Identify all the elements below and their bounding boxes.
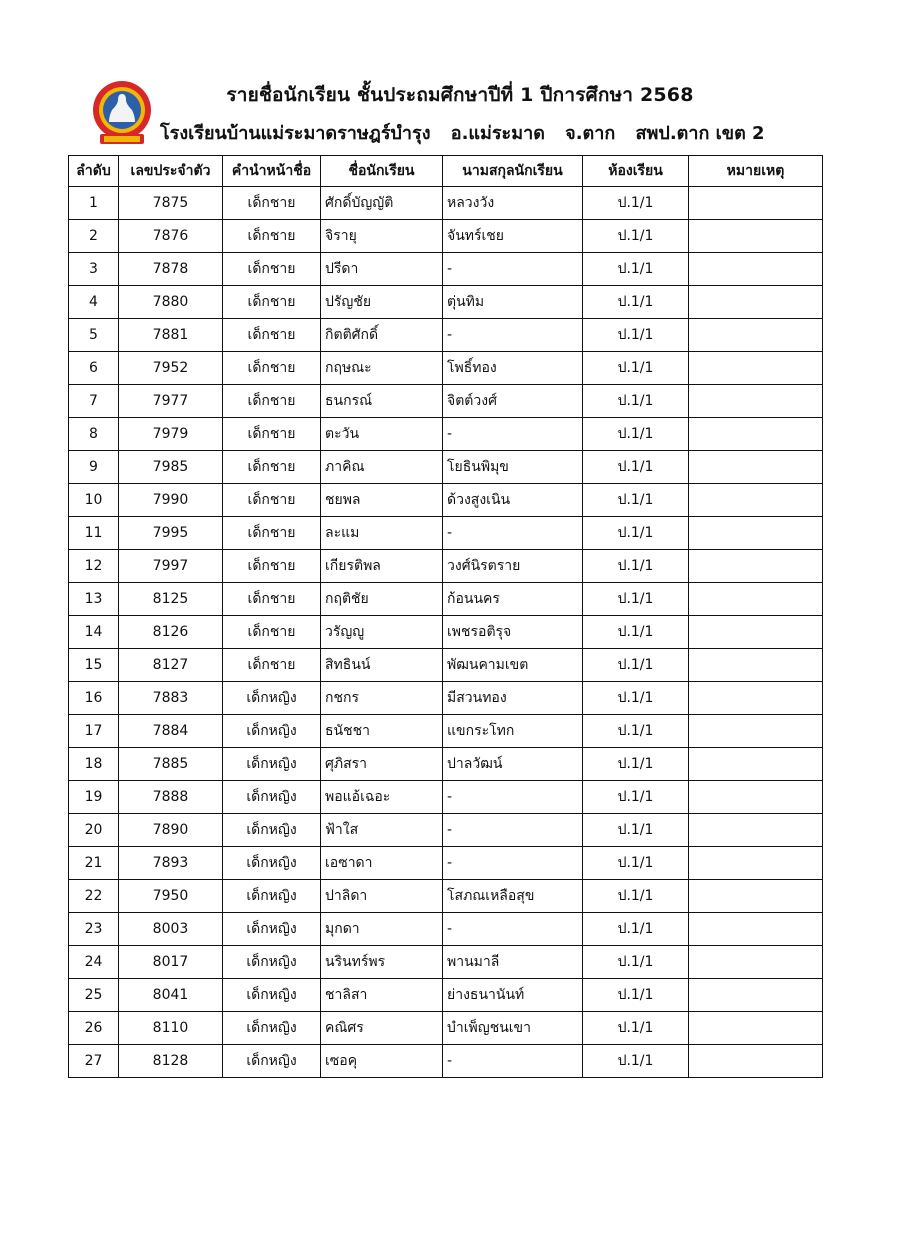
cell-id: 7997 <box>119 550 223 583</box>
cell-note <box>689 352 823 385</box>
cell-prefix: เด็กหญิง <box>223 913 321 946</box>
cell-first-name: ภาคิณ <box>321 451 443 484</box>
table-row <box>69 715 823 748</box>
table-row <box>69 946 823 979</box>
cell-room: ป.1/1 <box>583 781 689 814</box>
cell-first-name: ปรีดา <box>321 253 443 286</box>
cell-room: ป.1/1 <box>583 220 689 253</box>
cell-last-name: จิตต์วงศ์ <box>443 385 583 418</box>
cell-last-name: ปาลวัฒน์ <box>443 748 583 781</box>
cell-prefix: เด็กชาย <box>223 385 321 418</box>
cell-no: 10 <box>69 484 119 517</box>
cell-note <box>689 781 823 814</box>
col-header-last-name: นามสกุลนักเรียน <box>443 156 583 187</box>
cell-prefix: เด็กชาย <box>223 550 321 583</box>
cell-first-name: ปาลิดา <box>321 880 443 913</box>
cell-first-name: กฤษณะ <box>321 352 443 385</box>
cell-no: 27 <box>69 1045 119 1078</box>
cell-no: 9 <box>69 451 119 484</box>
cell-room: ป.1/1 <box>583 517 689 550</box>
cell-last-name: - <box>443 913 583 946</box>
cell-id: 7885 <box>119 748 223 781</box>
cell-room: ป.1/1 <box>583 649 689 682</box>
cell-room: ป.1/1 <box>583 319 689 352</box>
cell-first-name: ละแม <box>321 517 443 550</box>
cell-id: 8127 <box>119 649 223 682</box>
table-row <box>69 649 823 682</box>
table-row <box>69 682 823 715</box>
cell-room: ป.1/1 <box>583 682 689 715</box>
cell-no: 8 <box>69 418 119 451</box>
cell-last-name: โสภณเหลือสุข <box>443 880 583 913</box>
cell-prefix: เด็กชาย <box>223 484 321 517</box>
cell-id: 7990 <box>119 484 223 517</box>
table-row <box>69 781 823 814</box>
cell-first-name: กฤติชัย <box>321 583 443 616</box>
cell-room: ป.1/1 <box>583 913 689 946</box>
page-title: รายชื่อนักเรียน ชั้นประถมศึกษาปีที่ 1 ปีการศึกษา 2568 <box>226 84 694 106</box>
cell-last-name: - <box>443 253 583 286</box>
cell-first-name: กชกร <box>321 682 443 715</box>
cell-prefix: เด็กหญิง <box>223 781 321 814</box>
cell-note <box>689 253 823 286</box>
cell-room: ป.1/1 <box>583 814 689 847</box>
cell-first-name: ชาลิสา <box>321 979 443 1012</box>
cell-prefix: เด็กหญิง <box>223 1045 321 1078</box>
cell-room: ป.1/1 <box>583 880 689 913</box>
student-roster-table <box>68 155 823 1078</box>
cell-last-name: แขกระโทก <box>443 715 583 748</box>
col-header-room: ห้องเรียน <box>583 156 689 187</box>
cell-no: 11 <box>69 517 119 550</box>
cell-id: 7876 <box>119 220 223 253</box>
table-row <box>69 253 823 286</box>
cell-note <box>689 979 823 1012</box>
cell-prefix: เด็กชาย <box>223 418 321 451</box>
table-row <box>69 979 823 1012</box>
cell-id: 8017 <box>119 946 223 979</box>
cell-room: ป.1/1 <box>583 715 689 748</box>
cell-room: ป.1/1 <box>583 1045 689 1078</box>
cell-no: 22 <box>69 880 119 913</box>
cell-id: 7878 <box>119 253 223 286</box>
col-header-no: ลำดับ <box>69 156 119 187</box>
cell-no: 4 <box>69 286 119 319</box>
cell-prefix: เด็กชาย <box>223 583 321 616</box>
province: จ.ตาก <box>565 123 616 144</box>
cell-prefix: เด็กชาย <box>223 352 321 385</box>
table-row <box>69 616 823 649</box>
cell-room: ป.1/1 <box>583 286 689 319</box>
cell-note <box>689 748 823 781</box>
cell-no: 19 <box>69 781 119 814</box>
cell-prefix: เด็กชาย <box>223 616 321 649</box>
cell-id: 8003 <box>119 913 223 946</box>
cell-first-name: กิตติศักดิ์ <box>321 319 443 352</box>
school-name: โรงเรียนบ้านแม่ระมาดราษฎร์บำรุง <box>160 123 431 144</box>
cell-no: 16 <box>69 682 119 715</box>
cell-prefix: เด็กหญิง <box>223 979 321 1012</box>
table-row <box>69 451 823 484</box>
cell-id: 7880 <box>119 286 223 319</box>
cell-prefix: เด็กหญิง <box>223 880 321 913</box>
cell-no: 23 <box>69 913 119 946</box>
cell-note <box>689 220 823 253</box>
cell-room: ป.1/1 <box>583 418 689 451</box>
school-emblem-icon <box>90 80 154 150</box>
cell-first-name: จิรายุ <box>321 220 443 253</box>
cell-last-name: - <box>443 517 583 550</box>
table-row <box>69 550 823 583</box>
cell-note <box>689 583 823 616</box>
table-row <box>69 1045 823 1078</box>
table-row <box>69 847 823 880</box>
cell-note <box>689 1012 823 1045</box>
cell-note <box>689 484 823 517</box>
cell-last-name: ก้อนนคร <box>443 583 583 616</box>
cell-no: 5 <box>69 319 119 352</box>
col-header-prefix: คำนำหน้าชื่อ <box>223 156 321 187</box>
col-header-first-name: ชื่อนักเรียน <box>321 156 443 187</box>
cell-prefix: เด็กหญิง <box>223 748 321 781</box>
cell-prefix: เด็กชาย <box>223 253 321 286</box>
cell-id: 8110 <box>119 1012 223 1045</box>
cell-first-name: ฟ้าใส <box>321 814 443 847</box>
cell-last-name: - <box>443 847 583 880</box>
cell-id: 8126 <box>119 616 223 649</box>
table-row <box>69 913 823 946</box>
cell-last-name: โพธิ์ทอง <box>443 352 583 385</box>
cell-id: 7888 <box>119 781 223 814</box>
cell-no: 6 <box>69 352 119 385</box>
cell-note <box>689 880 823 913</box>
cell-note <box>689 385 823 418</box>
table-row <box>69 748 823 781</box>
table-header-row <box>69 156 823 187</box>
cell-prefix: เด็กชาย <box>223 517 321 550</box>
cell-last-name: พัฒนคามเขต <box>443 649 583 682</box>
cell-prefix: เด็กหญิง <box>223 1012 321 1045</box>
cell-no: 7 <box>69 385 119 418</box>
table-row <box>69 1012 823 1045</box>
table-row <box>69 418 823 451</box>
table-row <box>69 583 823 616</box>
cell-last-name: - <box>443 1045 583 1078</box>
cell-first-name: เกียรติพล <box>321 550 443 583</box>
cell-last-name: ย่างธนานันท์ <box>443 979 583 1012</box>
cell-no: 26 <box>69 1012 119 1045</box>
cell-room: ป.1/1 <box>583 847 689 880</box>
table-row <box>69 484 823 517</box>
cell-id: 8041 <box>119 979 223 1012</box>
cell-note <box>689 319 823 352</box>
table-row <box>69 220 823 253</box>
cell-last-name: - <box>443 814 583 847</box>
cell-room: ป.1/1 <box>583 979 689 1012</box>
cell-first-name: ชยพล <box>321 484 443 517</box>
cell-prefix: เด็กชาย <box>223 187 321 220</box>
cell-no: 1 <box>69 187 119 220</box>
cell-no: 24 <box>69 946 119 979</box>
cell-prefix: เด็กหญิง <box>223 715 321 748</box>
cell-last-name: - <box>443 781 583 814</box>
cell-prefix: เด็กชาย <box>223 451 321 484</box>
cell-note <box>689 286 823 319</box>
cell-no: 15 <box>69 649 119 682</box>
table-body <box>69 187 823 1078</box>
cell-room: ป.1/1 <box>583 550 689 583</box>
cell-last-name: เพชรอติรุจ <box>443 616 583 649</box>
cell-first-name: ศุภิสรา <box>321 748 443 781</box>
cell-id: 7881 <box>119 319 223 352</box>
district: อ.แม่ระมาด <box>450 123 545 144</box>
cell-last-name: มีสวนทอง <box>443 682 583 715</box>
cell-last-name: - <box>443 319 583 352</box>
cell-room: ป.1/1 <box>583 616 689 649</box>
table-row <box>69 187 823 220</box>
cell-id: 7995 <box>119 517 223 550</box>
cell-first-name: ตะวัน <box>321 418 443 451</box>
cell-id: 7884 <box>119 715 223 748</box>
table-row <box>69 385 823 418</box>
table-row <box>69 880 823 913</box>
cell-first-name: นรินทร์พร <box>321 946 443 979</box>
cell-room: ป.1/1 <box>583 484 689 517</box>
cell-note <box>689 682 823 715</box>
cell-prefix: เด็กชาย <box>223 319 321 352</box>
cell-no: 3 <box>69 253 119 286</box>
cell-note <box>689 550 823 583</box>
col-header-note: หมายเหตุ <box>689 156 823 187</box>
cell-note <box>689 814 823 847</box>
cell-note <box>689 187 823 220</box>
cell-room: ป.1/1 <box>583 946 689 979</box>
cell-prefix: เด็กชาย <box>223 649 321 682</box>
cell-first-name: ธนกรณ์ <box>321 385 443 418</box>
cell-room: ป.1/1 <box>583 451 689 484</box>
col-header-id: เลขประจำตัว <box>119 156 223 187</box>
cell-last-name: - <box>443 418 583 451</box>
table-row <box>69 814 823 847</box>
cell-first-name: ปรัญชัย <box>321 286 443 319</box>
cell-note <box>689 649 823 682</box>
cell-no: 13 <box>69 583 119 616</box>
cell-id: 8125 <box>119 583 223 616</box>
cell-first-name: ศักดิ์บัญญัติ <box>321 187 443 220</box>
area-office: สพป.ตาก เขต 2 <box>635 123 765 144</box>
cell-no: 14 <box>69 616 119 649</box>
cell-note <box>689 616 823 649</box>
cell-no: 12 <box>69 550 119 583</box>
cell-id: 7985 <box>119 451 223 484</box>
cell-no: 21 <box>69 847 119 880</box>
cell-first-name: คณิศร <box>321 1012 443 1045</box>
cell-id: 7893 <box>119 847 223 880</box>
cell-id: 7883 <box>119 682 223 715</box>
cell-no: 20 <box>69 814 119 847</box>
cell-note <box>689 517 823 550</box>
table-row <box>69 352 823 385</box>
cell-room: ป.1/1 <box>583 583 689 616</box>
cell-note <box>689 418 823 451</box>
cell-room: ป.1/1 <box>583 187 689 220</box>
cell-room: ป.1/1 <box>583 253 689 286</box>
cell-first-name: เอซาดา <box>321 847 443 880</box>
cell-room: ป.1/1 <box>583 352 689 385</box>
cell-first-name: ธนัชชา <box>321 715 443 748</box>
cell-prefix: เด็กหญิง <box>223 847 321 880</box>
table-row <box>69 286 823 319</box>
cell-first-name: วรัญญู <box>321 616 443 649</box>
cell-no: 17 <box>69 715 119 748</box>
cell-note <box>689 946 823 979</box>
school-subtitle <box>160 118 765 147</box>
cell-first-name: มุกดา <box>321 913 443 946</box>
cell-last-name: จันทร์เชย <box>443 220 583 253</box>
cell-first-name: เซอคุ <box>321 1045 443 1078</box>
cell-note <box>689 1045 823 1078</box>
cell-no: 18 <box>69 748 119 781</box>
cell-id: 8128 <box>119 1045 223 1078</box>
cell-last-name: ตุ่นทิม <box>443 286 583 319</box>
cell-prefix: เด็กชาย <box>223 286 321 319</box>
cell-prefix: เด็กหญิง <box>223 946 321 979</box>
cell-id: 7890 <box>119 814 223 847</box>
cell-id: 7979 <box>119 418 223 451</box>
cell-prefix: เด็กหญิง <box>223 682 321 715</box>
cell-note <box>689 451 823 484</box>
cell-no: 25 <box>69 979 119 1012</box>
cell-note <box>689 847 823 880</box>
cell-id: 7977 <box>119 385 223 418</box>
cell-last-name: หลวงวัง <box>443 187 583 220</box>
cell-note <box>689 913 823 946</box>
cell-last-name: บำเพ็ญชนเขา <box>443 1012 583 1045</box>
cell-id: 7950 <box>119 880 223 913</box>
cell-note <box>689 715 823 748</box>
cell-no: 2 <box>69 220 119 253</box>
cell-room: ป.1/1 <box>583 1012 689 1045</box>
cell-room: ป.1/1 <box>583 748 689 781</box>
cell-last-name: วงศ์นิรตราย <box>443 550 583 583</box>
table-row <box>69 517 823 550</box>
cell-last-name: ด้วงสูงเนิน <box>443 484 583 517</box>
cell-last-name: โยธินพิมุข <box>443 451 583 484</box>
cell-last-name: พานมาลี <box>443 946 583 979</box>
cell-first-name: พอแอ้เฉอะ <box>321 781 443 814</box>
cell-prefix: เด็กชาย <box>223 220 321 253</box>
cell-room: ป.1/1 <box>583 385 689 418</box>
table-row <box>69 319 823 352</box>
cell-first-name: สิทธินน์ <box>321 649 443 682</box>
cell-id: 7875 <box>119 187 223 220</box>
cell-prefix: เด็กหญิง <box>223 814 321 847</box>
cell-id: 7952 <box>119 352 223 385</box>
